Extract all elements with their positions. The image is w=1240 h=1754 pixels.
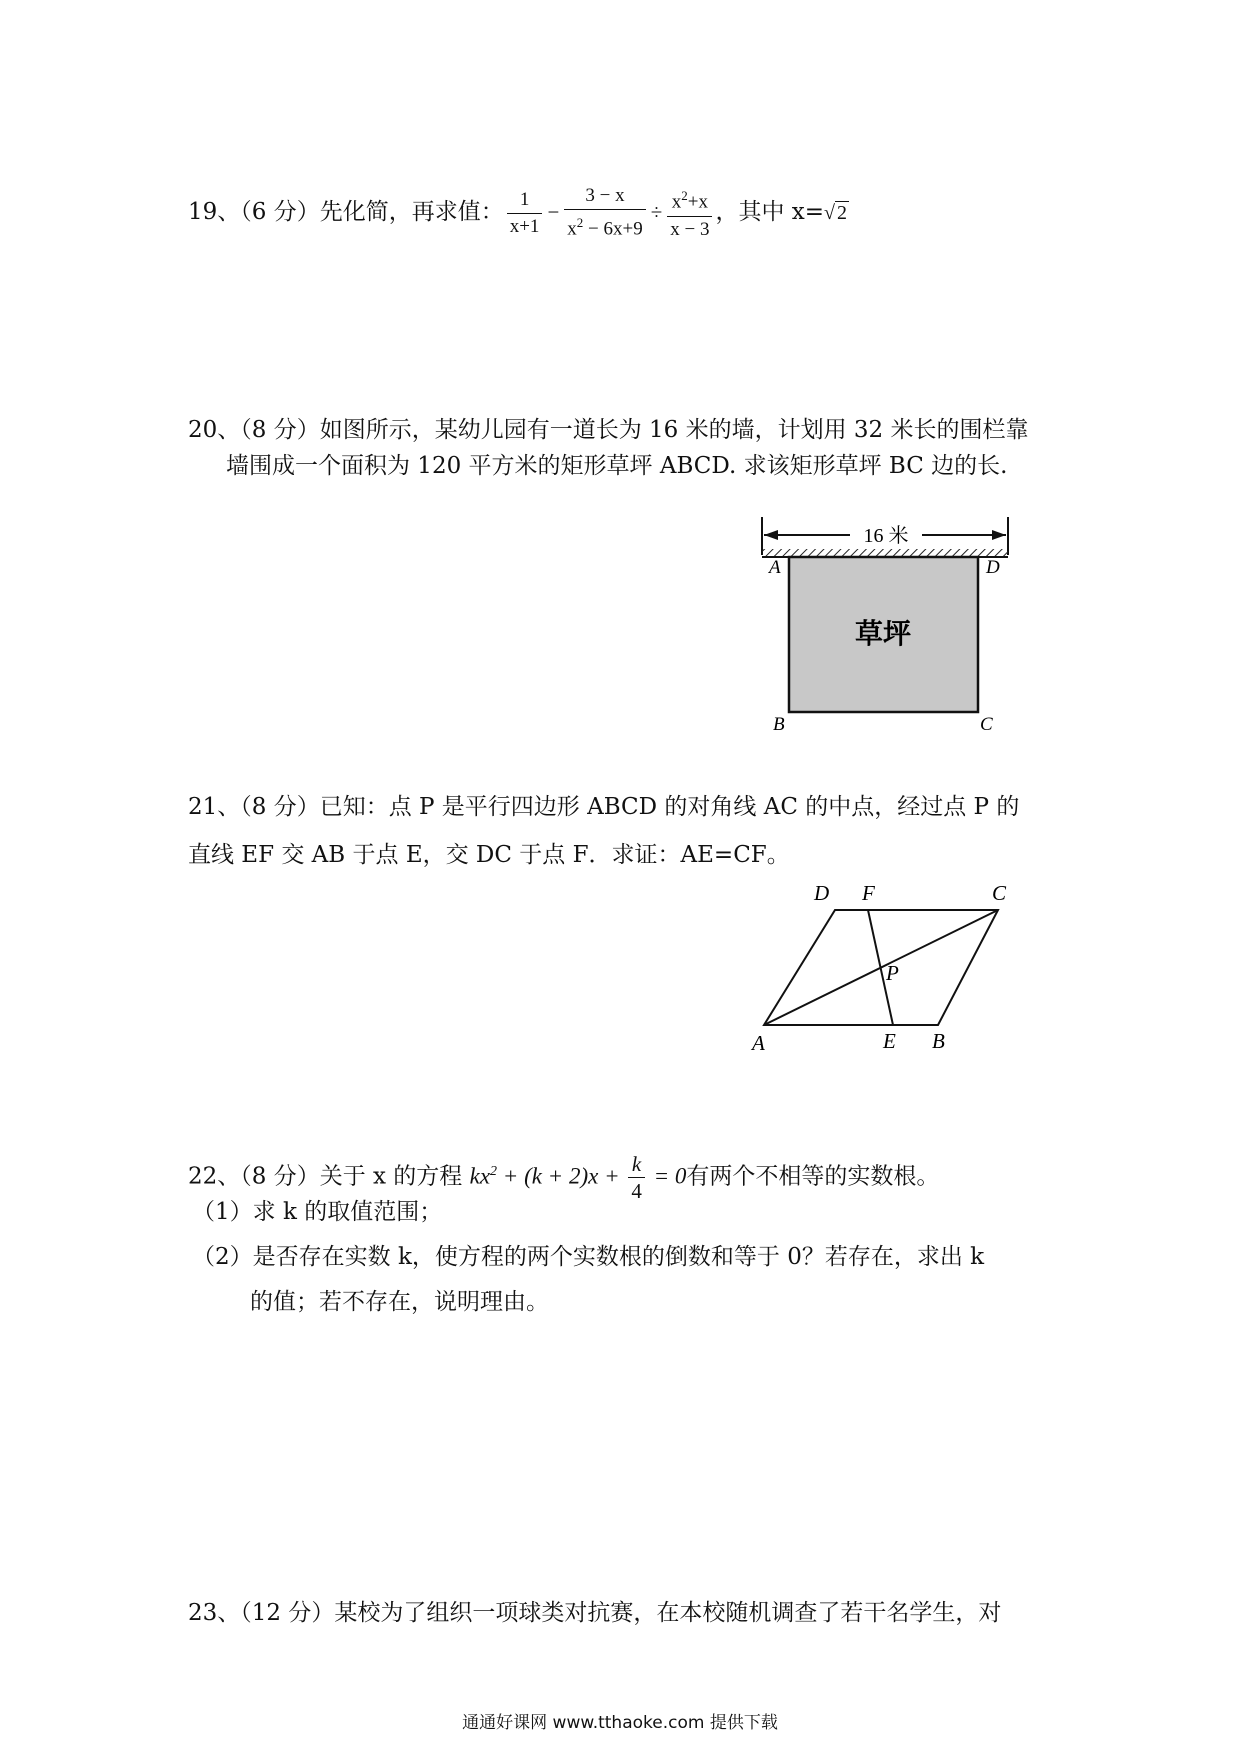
q19-frac3-num-base: x	[671, 191, 682, 213]
q19-frac2-den-rest: − 6x+9	[583, 218, 643, 240]
q19-frac3-num-rest: +x	[687, 191, 708, 213]
question-19	[188, 182, 849, 243]
q22-label: 22、（8 分）关于 x 的方程	[188, 1163, 463, 1190]
q19-frac3-denominator: x − 3	[667, 216, 712, 241]
q22-fraction	[628, 1153, 645, 1202]
q20-lawn-label: 草坪	[854, 617, 912, 650]
footer-source: 通通好课网 www.tthaoke.com 提供下载	[462, 1713, 778, 1733]
q21-vertex-C: C	[992, 881, 1007, 905]
q20-vertex-A: A	[769, 557, 781, 578]
q19-frac2-numerator: 3 − x	[585, 185, 625, 207]
q22-eq-end: = 0	[647, 1163, 687, 1189]
q19-sqrt-radicand: 2	[837, 202, 848, 224]
question-22-part-2-line-2: 的值；若不存在，说明理由。	[250, 1289, 549, 1315]
q21-point-E: E	[883, 1029, 896, 1053]
q20-vertex-D: D	[986, 557, 1000, 578]
q19-frac2-denominator	[564, 209, 645, 240]
q21-vertex-D: D	[814, 881, 830, 905]
q19-frac2-den-exp: 2	[576, 215, 584, 231]
question-21-line-2: 直线 EF 交 AB 于点 E，交 DC 于点 F．求证：AE=CF。	[188, 842, 790, 868]
question-22-part-2-line-1: （2）是否存在实数 k，使方程的两个实数根的倒数和等于 0？若存在，求出 k	[192, 1244, 985, 1270]
q21-vertex-B: B	[932, 1029, 945, 1053]
q21-point-P: P	[886, 961, 899, 985]
q22-eq-middle: + (k + 2)x +	[497, 1163, 626, 1189]
q21-vertex-F: F	[862, 881, 875, 905]
q19-frac2-den-base: x	[567, 218, 577, 240]
q22-frac-denominator: 4	[628, 1177, 645, 1202]
question-20-line-2: 墙围成一个面积为 120 平方米的矩形草坪 ABCD. 求该矩形草坪 BC 边的长.	[226, 453, 1008, 479]
q19-label: 19、（6 分）先化简，再求值：	[188, 199, 504, 225]
question-20-line-1: 20、（8 分）如图所示，某幼儿园有一道长为 16 米的墙，计划用 32 米长的围栏靠	[188, 417, 1029, 443]
q19-divide: ÷	[650, 200, 663, 224]
question-22-part-1: （1）求 k 的取值范围；	[192, 1199, 443, 1225]
q19-minus: −	[547, 200, 560, 224]
q21-parallelogram-figure	[740, 870, 1020, 1060]
q22-eq-exp: 2	[490, 1164, 498, 1179]
q20-dim-arrow-left	[764, 530, 778, 540]
q22-frac-numerator: k	[631, 1152, 642, 1177]
q19-fraction-2	[564, 185, 645, 240]
q21-vertex-A: A	[752, 1031, 765, 1055]
q19-frac1-numerator: 1	[519, 188, 530, 210]
q20-width-label: 16 米	[863, 525, 909, 547]
q20-lawn-figure	[740, 505, 1040, 745]
q22-tail: 有两个不相等的实数根。	[686, 1163, 940, 1190]
q19-fraction-1	[507, 189, 543, 238]
q20-vertex-B: B	[773, 714, 785, 735]
question-23-line-1: 23、（12 分）某校为了组织一项球类对抗赛，在本校随机调查了若干名学生，对	[188, 1600, 1002, 1626]
q19-sqrt: √ 2	[824, 202, 848, 224]
q19-tail: ，其中 x=	[715, 199, 825, 225]
q19-frac3-numerator	[669, 185, 711, 215]
q20-vertex-C: C	[980, 714, 993, 735]
question-21-line-1: 21、（8 分）已知：点 P 是平行四边形 ABCD 的对角线 AC 的中点，经过点 P 的	[188, 794, 1020, 820]
q19-fraction-3	[667, 185, 712, 240]
q19-frac1-denominator: x+1	[507, 213, 543, 238]
q22-eq-kx: kx	[469, 1163, 491, 1189]
q19-frac3-num-exp: 2	[681, 188, 688, 204]
q20-dim-arrow-right	[992, 530, 1006, 540]
